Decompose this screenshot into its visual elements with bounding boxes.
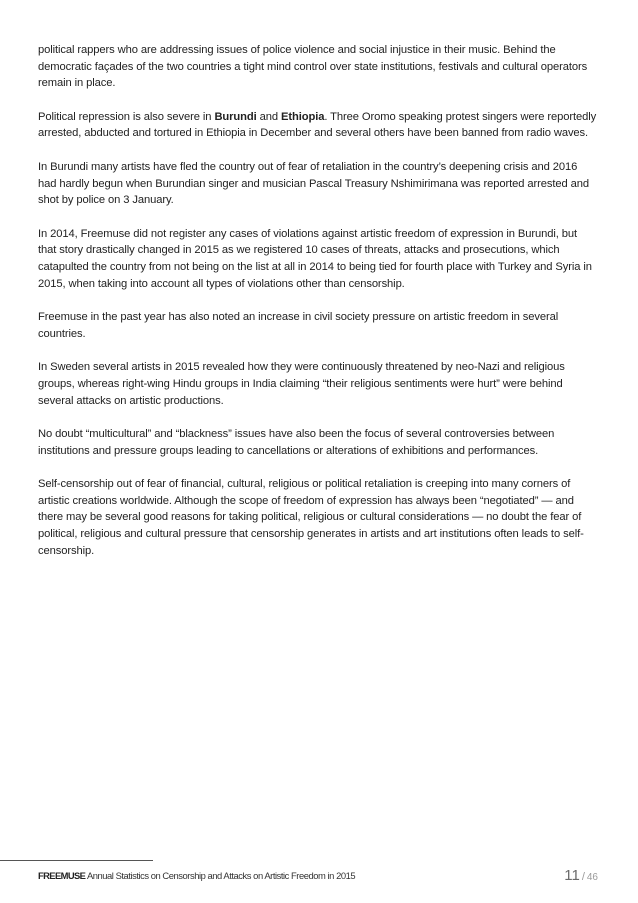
page-separator: / <box>581 871 585 883</box>
footer-brand: FREEMUSE <box>38 870 86 881</box>
paragraph-7: No doubt “multicultural” and “blackness” issues have also been the focus of several controversies between institutions and pressure groups leading to cancellations or alterations of exhibitions and performances. <box>38 428 555 457</box>
page-total: 46 <box>586 872 598 883</box>
footer-divider <box>0 860 153 861</box>
paragraph-8: Self-censorship out of fear of financial, cultural, religious or political retaliation is creeping into many corners of artistic creations worldwide. Although the scope of freedom of expression has always been “negotiated” — and there may be several good reasons for taking political, religious or cultural considerations — no doubt the fear of political, religious and cultural pressure that censorship generates in artists and art institutions often leads to self-censorship. <box>38 478 584 557</box>
paragraph-2-rest: . Three Oromo speaking protest singers were reportedly arrested, abducted and tortured in Ethiopia in December and several others have been banned from radio waves. <box>38 110 597 140</box>
page-current: 11 <box>564 867 580 884</box>
footer-title: Annual Statistics on Censorship and Attacks on Artistic Freedom in 2015 <box>86 870 356 881</box>
paragraph-6: In Sweden several artists in 2015 revealed how they were continuously threatened by neo-Nazi and religious groups, whereas right-wing Hindu groups in India claiming “their religious sentiments were hurt” were behind several attacks on artistic productions. <box>38 361 565 407</box>
document-body <box>38 42 598 576</box>
paragraph-3: In Burundi many artists have fled the country out of fear of retaliation in the country’s deepening crisis and 2016 had hardly begun when Burundian singer and musician Pascal Treasury Nshimirimana was reported arrested and shot by police on 3 January. <box>38 160 589 207</box>
page-number <box>564 867 598 885</box>
paragraph-5: Freemuse in the past year has also noted an increase in civil society pressure on artistic freedom in several countries. <box>38 311 559 340</box>
paragraph-1: political rappers who are addressing issues of police violence and social injustice in their music. Behind the democratic façades of the two countries a tight mind control over state institutions, festivals and cultural operators remain in place. <box>38 44 588 90</box>
footer-publication-title <box>38 870 355 881</box>
country-ethiopia: Ethiopia <box>281 110 325 123</box>
paragraph-4: In 2014, Freemuse did not register any cases of violations against artistic freedom of expression in Burundi, but that story drastically changed in 2015 as we registered 10 cases of threats, attacks and prosecutions, which catapulted the country from not being on the list at all in 2014 to being tied for fourth place with Turkey and Syria in 2015, when taking into account all types of violations other than censorship. <box>38 227 592 290</box>
paragraph-2 <box>38 109 598 142</box>
paragraph-2-and: and <box>256 110 282 123</box>
country-burundi: Burundi <box>214 110 257 123</box>
paragraph-2-lead: Political repression is also severe in <box>38 110 215 123</box>
